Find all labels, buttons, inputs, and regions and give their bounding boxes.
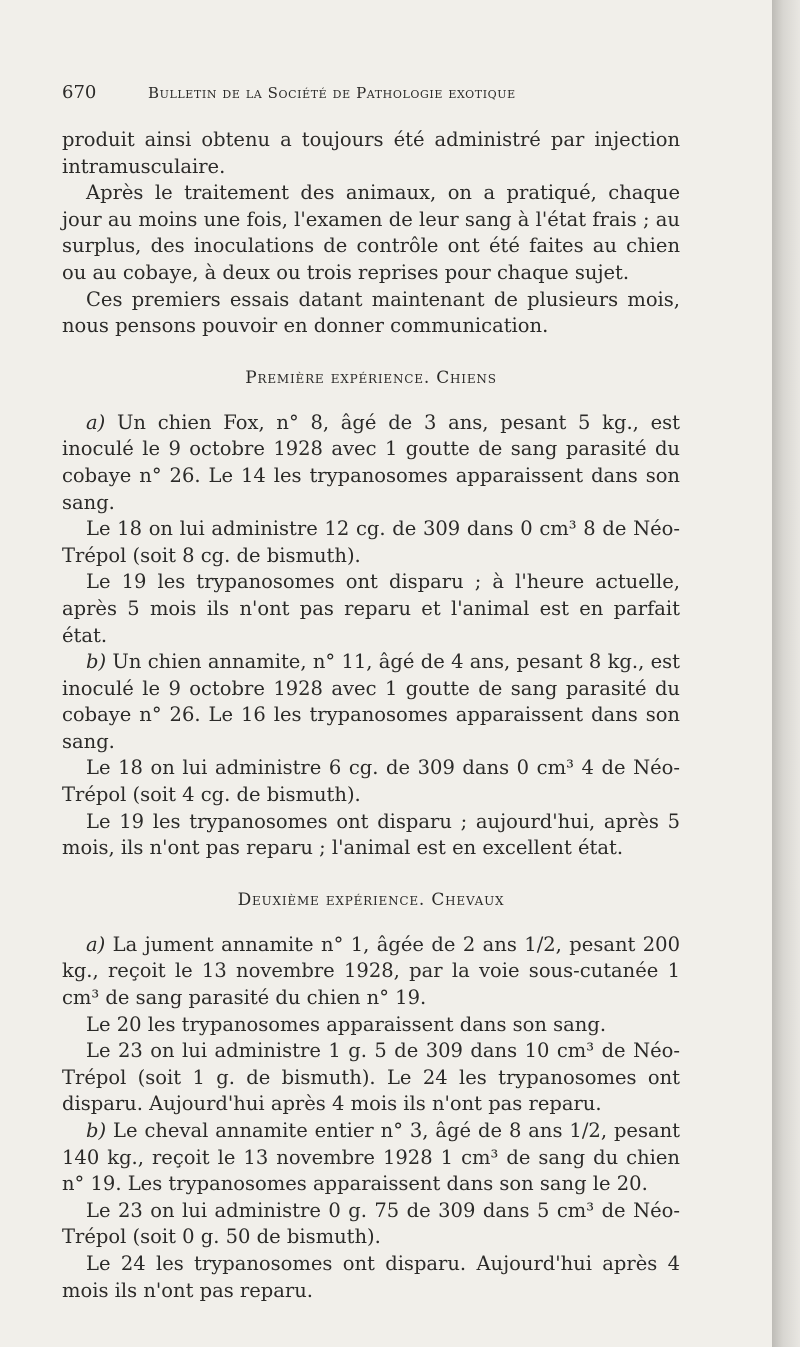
experiment-paragraph [62,1012,680,1039]
experiment-paragraph [62,809,680,862]
paragraph-text: Un chien Fox, n° 8, âgé de 3 ans, pesant 5 kg., est inoculé le 9 octobre 1928 avec 1 goutte de sang parasité du cobaye n° 26. Le 14 les trypanosomes apparaissent dans son sang. [62,410,680,514]
paragraph-text: Le 19 les trypanosomes ont disparu ; aujourd'hui, après 5 mois, ils n'ont pas reparu ; l'animal est en excellent état. [62,809,680,860]
intro-section [62,127,680,340]
item-letter: b) [86,1119,107,1142]
experiment-paragraph [62,755,680,808]
experiment-paragraph [62,569,680,649]
paragraph-text: Le 18 on lui administre 6 cg. de 309 dans 0 cm³ 4 de Néo-Trépol (soit 4 cg. de bismuth). [62,756,680,807]
item-letter: b) [86,650,107,674]
section-chiens [62,410,680,862]
section-chevaux [62,932,680,1304]
paragraph-text: Le 23 on lui administre 0 g. 75 de 309 dans 5 cm³ de Néo-Trépol (soit 0 g. 50 de bismuth). [62,1198,680,1249]
paragraph-text: Le 18 on lui administre 12 cg. de 309 dans 0 cm³ 8 de Néo-Trépol (soit 8 cg. de bismuth). [62,517,680,567]
intro-paragraph: Ces premiers essais datant maintenant de plusieurs mois, nous pensons pouvoir en donner communication. [62,287,680,338]
experiment-paragraph [62,410,680,516]
running-title: Bulletin de la Société de Pathologie exotique [148,84,516,102]
intro-paragraph: Après le traitement des animaux, on a pratiqué, chaque jour au moins une fois, l'examen de leur sang à l'état frais ; au surplus, des inoculations de contrôle ont été faites au chien ou au cobaye, à deux ou trois reprises pour chaque sujet. [62,181,680,284]
section-title-chevaux: Deuxième expérience. Chevaux [237,889,505,910]
paragraph-text: La jument annamite n° 1, âgée de 2 ans 1/2, pesant 200 kg., reçoit le 13 novembre 1928, par la voie sous-cutanée 1 cm³ de sang parasité du chien n° 19. [62,932,680,1010]
page-header [62,82,680,103]
page-edge [772,0,800,1347]
paragraph-text: Le 19 les trypanosomes ont disparu ; à l'heure actuelle, après 5 mois ils n'ont pas reparu et l'animal est en parfait état. [62,570,680,647]
paragraph-text: Le 23 on lui administre 1 g. 5 de 309 dans 10 cm³ de Néo-Trépol (soit 1 g. de bismuth). Le 24 les trypanosomes ont disparu. Aujourd'hui après 4 mois ils n'ont pas reparu. [62,1039,680,1116]
paragraph-text: Un chien annamite, n° 11, âgé de 4 ans, pesant 8 kg., est inoculé le 9 octobre 1928 avec 1 goutte de sang parasité du cobaye n° 26. Le 16 les trypanosomes apparaissent dans son sang. [62,650,680,753]
page-number: 670 [62,82,97,103]
experiment-paragraph [62,1251,680,1304]
experiment-paragraph [62,932,680,1012]
item-letter: a) [86,932,106,956]
intro-paragraph: produit ainsi obtenu a toujours été administré par injection intramusculaire. [62,128,680,178]
section-title-chiens: Première expérience. Chiens [245,367,497,388]
experiment-paragraph [62,1198,680,1251]
paragraph-text: Le 20 les trypanosomes apparaissent dans son sang. [86,1012,607,1036]
experiment-paragraph [62,649,680,755]
experiment-paragraph [62,516,680,569]
item-letter: a) [86,410,106,434]
paragraph-text: Le cheval annamite entier n° 3, âgé de 8 ans 1/2, pesant 140 kg., reçoit le 13 novembre 1928 1 cm³ de sang du chien n° 19. Les trypanosomes apparaissent dans son sang le 20. [62,1119,680,1196]
experiment-paragraph [62,1038,680,1118]
paragraph-text: Le 24 les trypanosomes ont disparu. Aujourd'hui après 4 mois ils n'ont pas reparu. [62,1251,680,1302]
experiment-paragraph [62,1118,680,1198]
